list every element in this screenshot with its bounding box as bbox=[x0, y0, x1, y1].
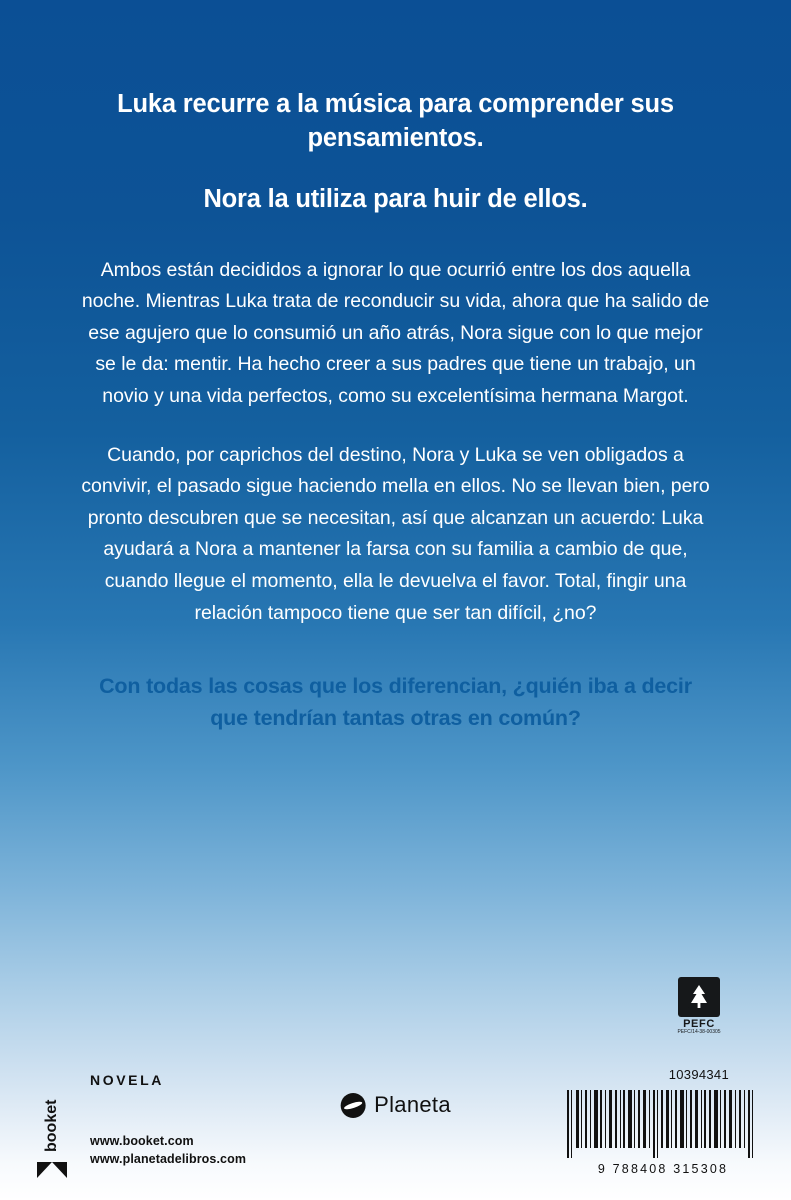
publisher-name: Planeta bbox=[374, 1092, 451, 1117]
category-label: NOVELA bbox=[90, 1072, 164, 1088]
pefc-label: PEFC bbox=[683, 1018, 715, 1030]
hook-line-1: Luka recurre a la música para comprender sus pensamientos. bbox=[117, 90, 674, 152]
pefc-code: PEFC/14-38-00305 bbox=[677, 1029, 721, 1036]
planeta-globe-icon bbox=[340, 1093, 365, 1118]
barcode-bars bbox=[563, 1090, 763, 1158]
barcode-digits: 9 788408 315308 bbox=[597, 1162, 729, 1176]
pefc-certification-logo bbox=[669, 977, 729, 1036]
closing-tagline: Con todas las cosas que los diferencian, ¿quién iba a decir que tendrían tantas otras en común? bbox=[99, 674, 692, 730]
website-planetadelibros[interactable]: www.planetadelibros.com bbox=[90, 1151, 247, 1166]
publisher-logo bbox=[340, 1092, 451, 1118]
hook-line-2: Nora la utiliza para huir de ellos. bbox=[203, 184, 588, 213]
booket-triangle-icon bbox=[37, 1162, 67, 1178]
cover-footer bbox=[0, 1040, 791, 1200]
tree-icon bbox=[685, 983, 713, 1011]
website-links bbox=[90, 1132, 246, 1168]
pefc-tree-icon bbox=[678, 977, 720, 1017]
booket-wordmark: booket bbox=[43, 1099, 60, 1153]
isbn-barcode bbox=[563, 1090, 763, 1158]
booket-imprint-logo bbox=[36, 1094, 68, 1178]
synopsis-paragraph-2: Cuando, por caprichos del destino, Nora y Luka se ven obligados a convivir, el pasado sigue haciendo mella en ellos. No se llevan bien, pero pronto descubren que se necesitan, así que alcanzan un acuerdo: Luka ayudará a Nora a mantener la farsa con su familia a cambio de que, cuando llegue el momento, ella le devuelva el favor. Total, fingir una relación tampoco tiene que ser tan difícil, ¿no? bbox=[81, 443, 710, 624]
internal-code: 10394341 bbox=[668, 1067, 729, 1082]
website-booket[interactable]: www.booket.com bbox=[90, 1133, 194, 1148]
synopsis-paragraph-1: Ambos están decididos a ignorar lo que ocurrió entre los dos aquella noche. Mientras Luka trata de reconducir su vida, ahora que ha salido de ese agujero que lo consumió un año atrás, Nora sigue con lo que mejor se le da: mentir. Ha hecho creer a sus padres que tiene un trabajo, un novio y una vida perfectos, como su excelentísima hermana Margot. bbox=[81, 258, 710, 408]
